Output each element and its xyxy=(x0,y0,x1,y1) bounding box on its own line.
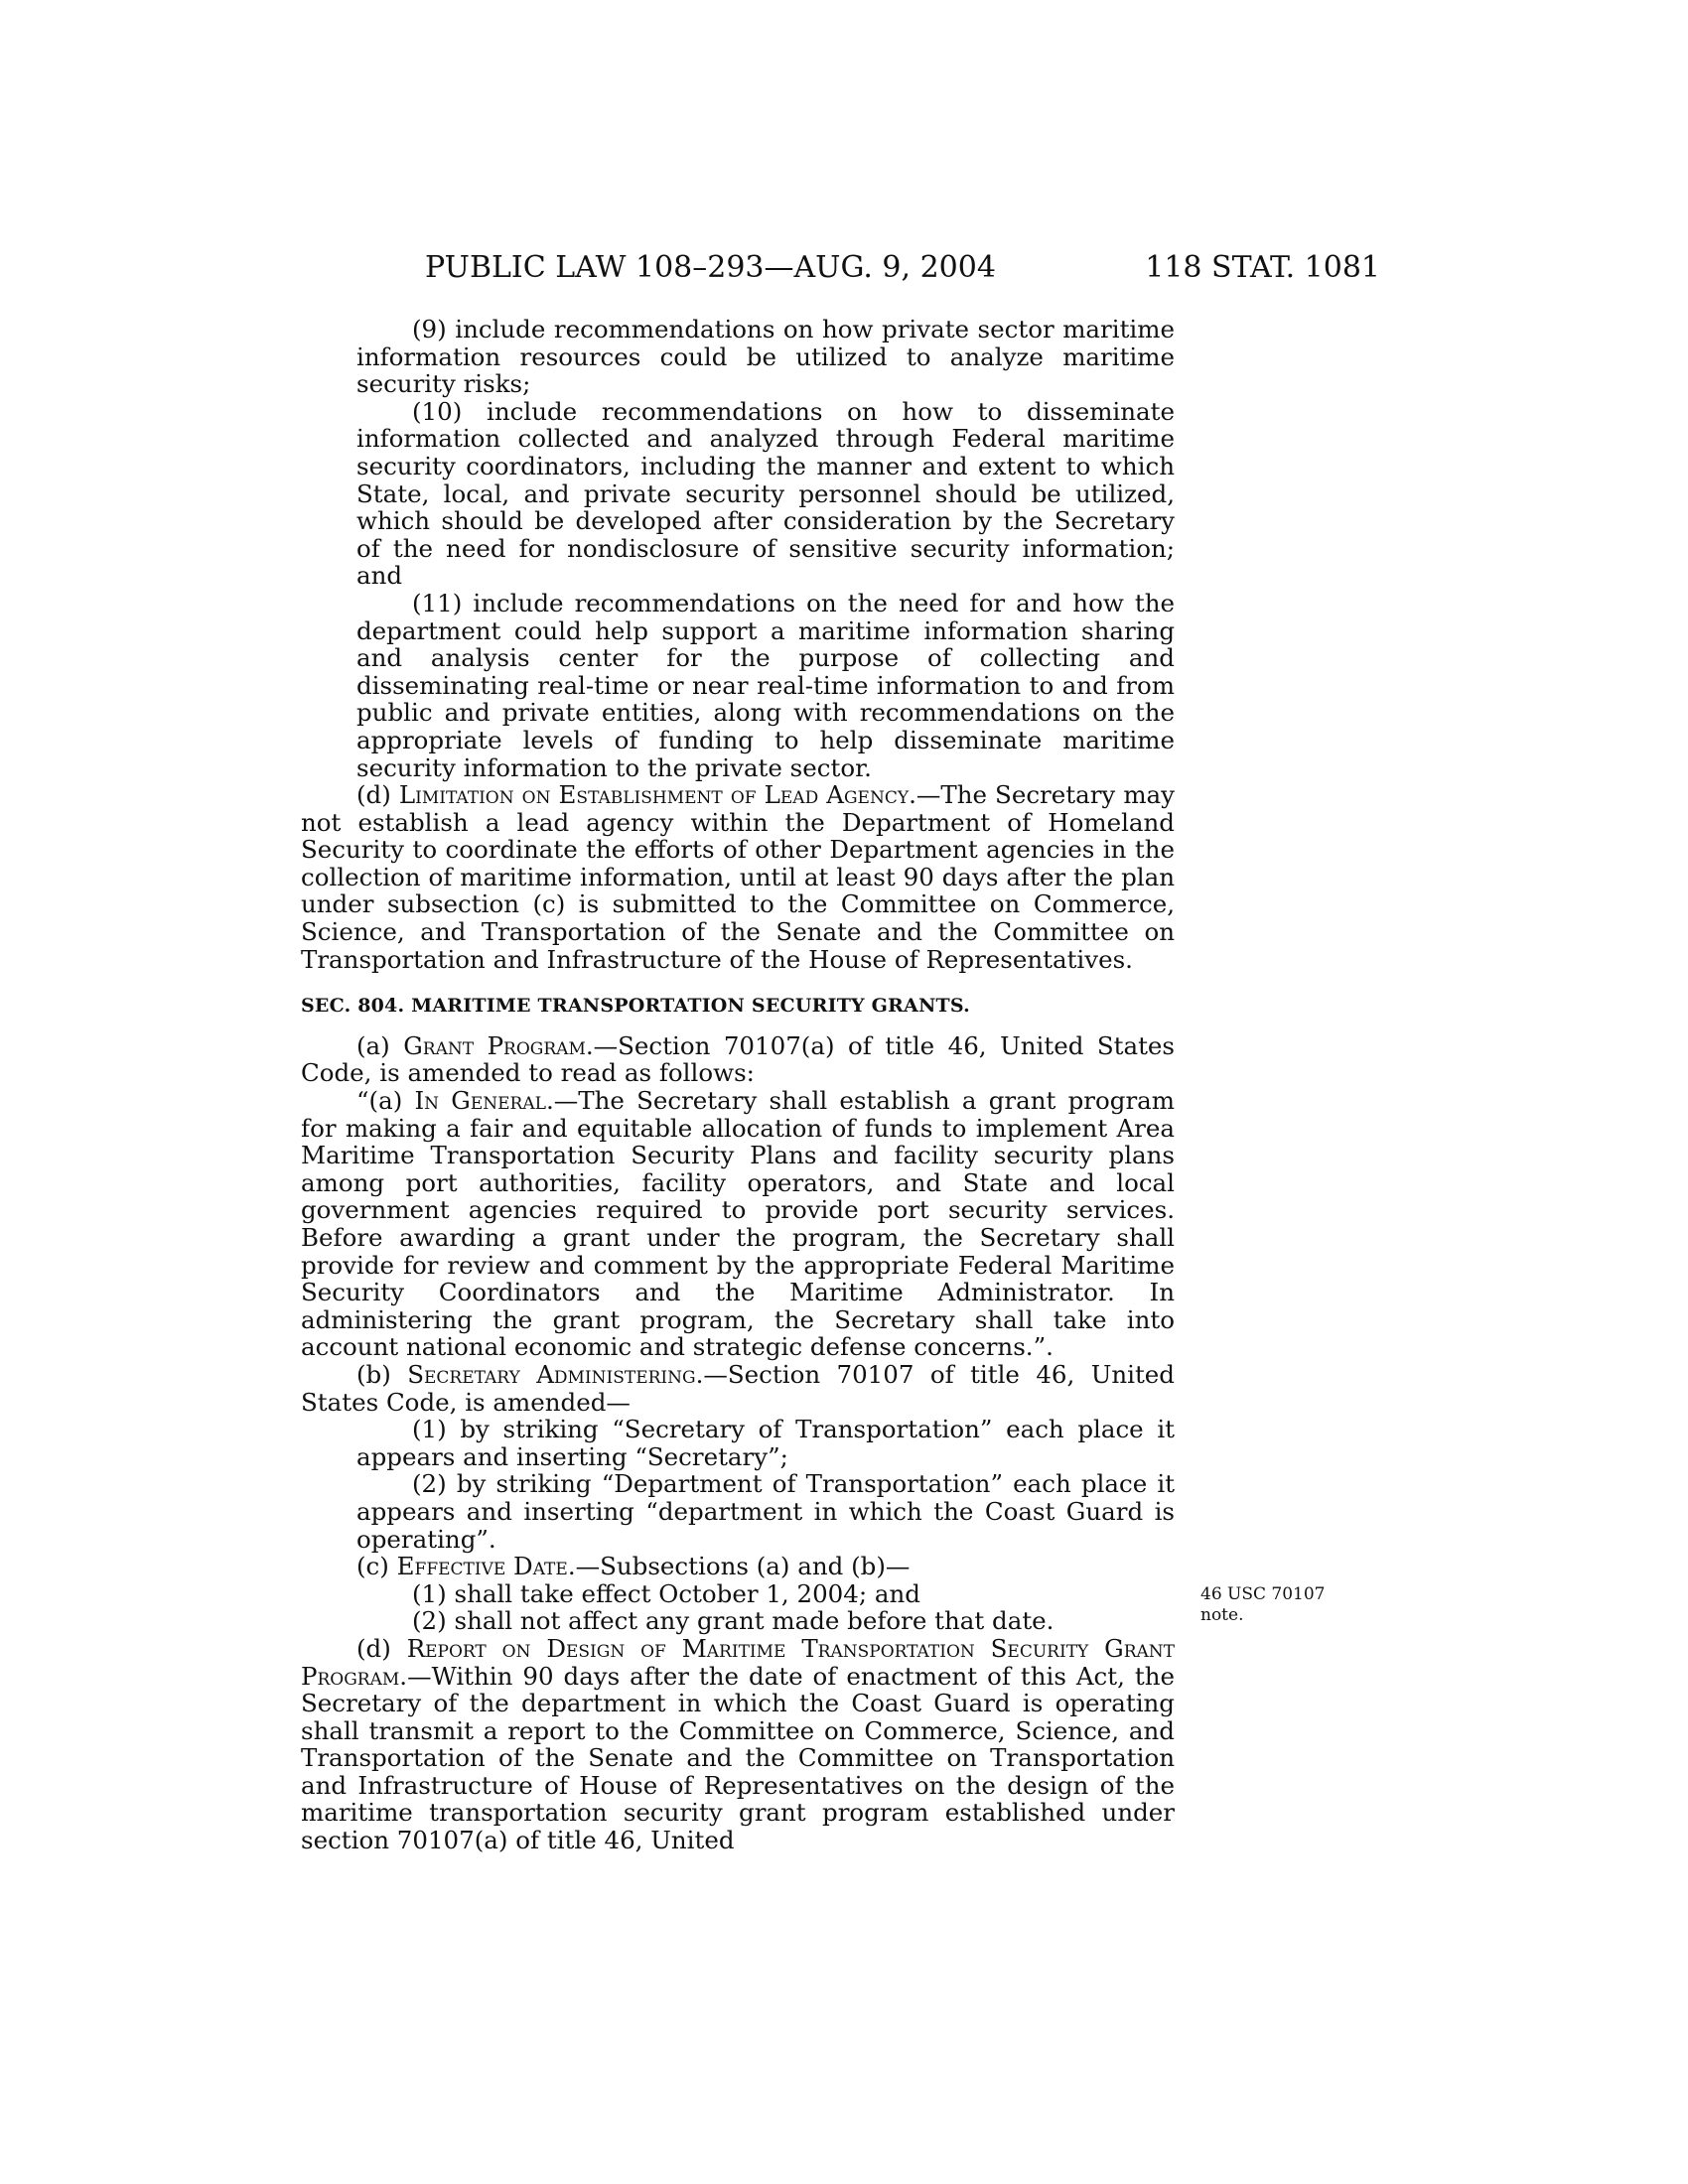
page-header xyxy=(417,250,1380,290)
subsection-label: (d) xyxy=(356,1633,407,1663)
stat-reference: 118 STAT. 1081 xyxy=(1145,250,1380,285)
subsection-a-grant-program xyxy=(301,1032,1175,1087)
subsection-label: “(a) xyxy=(356,1086,415,1116)
subsection-label: (c) xyxy=(356,1552,397,1581)
subsection-text: .—The Secretary may not establish a lead agency within the Department of Homeland Security to coordinate the efforts of other Department agencies in the collection of maritime information, until at least 90 days after the plan under subsection (c) is submitted to the Committee on Commerce, Science, and Transportation of the Senate and the Committee on Transportation and Infrastructure of the House of Representatives. xyxy=(301,780,1175,974)
quoted-subsection-a xyxy=(301,1087,1175,1361)
subsection-heading: Limitation on Establishment of Lead Agency xyxy=(398,780,910,810)
subsection-heading: Effective Date xyxy=(396,1552,568,1581)
paragraph-item-11: (11) include recommendations on the need for and how the department could help support a maritime information sharing and analysis center for the purpose of collecting and disseminating real-time or near real-time information to and from public and private entities, along with recommendations on the appropriate levels of funding to help disseminate maritime security information to the private sector. xyxy=(356,588,1175,782)
paragraph-item-9: (9) include recommendations on how private sector maritime information resources could be utilized to analyze maritime security risks; xyxy=(356,315,1175,399)
subsection-heading: Secretary Administering xyxy=(407,1359,696,1389)
subsection-heading: Grant Program xyxy=(403,1030,586,1060)
subsection-text: .—Section 70107 of title 46, United States Code, is amended— xyxy=(301,1359,1175,1417)
document-body xyxy=(301,316,1175,1854)
subsection-heading: In General xyxy=(414,1086,546,1116)
subsection-c-effective-date xyxy=(301,1553,1175,1580)
subsection-d-limitation xyxy=(301,781,1175,973)
paragraph-b-1: (1) by striking “Secretary of Transportation” each place it appears and inserting “Secretary”; xyxy=(356,1415,1175,1471)
paragraph-c-1: (1) shall take effect October 1, 2004; and xyxy=(412,1578,920,1608)
subsection-label: (d) xyxy=(356,780,399,810)
paragraph-item-10: (10) include recommendations on how to disseminate information collected and analyzed through Federal maritime security coordinators, including the manner and extent to which State, local, and private security personnel should be utilized, which should be developed after consideration by the Secretary of the need for nondisclosure of sensitive security information; and xyxy=(356,396,1175,591)
subsection-label: (b) xyxy=(356,1359,408,1389)
subsection-b-secretary-administering xyxy=(301,1361,1175,1416)
margin-note-suffix: note. xyxy=(1200,1605,1244,1625)
subsection-text: .—The Secretary shall establish a grant program for making a fair and equitable allocation of funds to implement Area Maritime Transportation Security Plans and facility security plans among port authorities, facility operators, and State and local government agencies required to provide port security services. Before awarding a grant under the program, the Secretary shall provide for review and comment by the appropriate Federal Maritime Security Coordinators and the Maritime Administrator. In administering the grant program, the Secretary shall take into account national economic and strategic defense concerns.”. xyxy=(301,1086,1175,1362)
running-head: PUBLIC LAW 108–293—AUG. 9, 2004 xyxy=(425,250,996,285)
margin-note-citation: 46 USC 70107 xyxy=(1200,1584,1326,1604)
subsection-text: .—Section 70107(a) of title 46, United States Code, is amended to read as follows: xyxy=(301,1030,1176,1088)
paragraph-c-2: (2) shall not affect any grant made before that date. xyxy=(412,1606,1055,1636)
margin-note xyxy=(1200,1584,1349,1626)
subsection-d-report xyxy=(301,1635,1175,1854)
subsection-text: .—Subsections (a) and (b)— xyxy=(567,1552,911,1581)
subsection-label: (a) xyxy=(356,1030,404,1060)
subsection-heading: Report on Design of Maritime Transportation Security Grant Program xyxy=(301,1633,1175,1691)
paragraph-b-2: (2) by striking “Department of Transportation” each place it appears and inserting “department in which the Coast Guard is operating”. xyxy=(356,1469,1175,1554)
subsection-text: .—Within 90 days after the date of enactment of this Act, the Secretary of the department in which the Coast Guard is operating shall transmit a report to the Committee on Commerce, Science, and Transportation of the Senate and the Committee on Transportation and Infrastructure of House of Representatives on the design of the maritime transportation security grant program established under section 70107(a) of title 46, United xyxy=(301,1661,1175,1855)
section-heading: SEC. 804. MARITIME TRANSPORTATION SECURITY GRANTS. xyxy=(301,995,970,1018)
